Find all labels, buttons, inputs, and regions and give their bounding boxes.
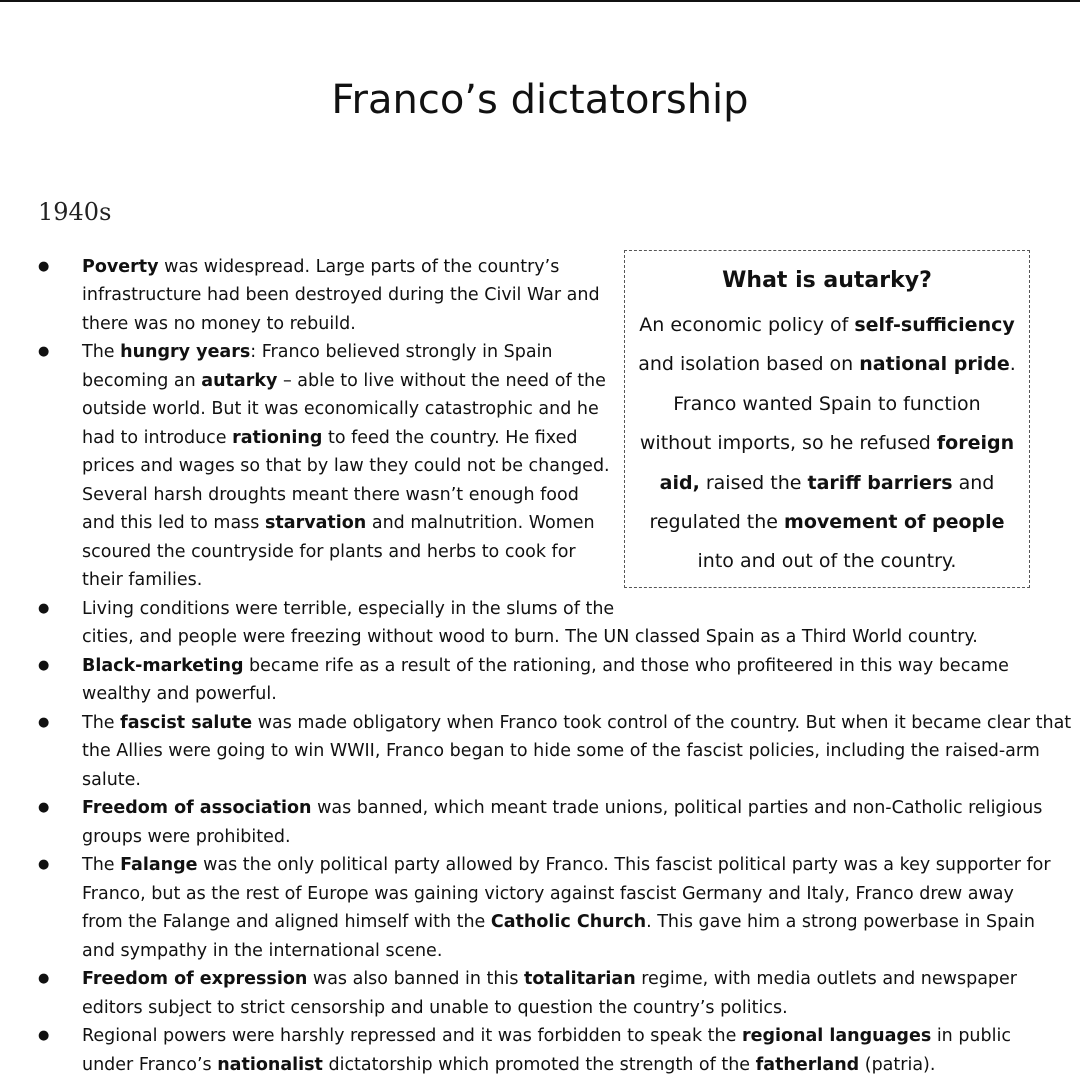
bold-term: national pride (859, 353, 1010, 376)
bold-term: tariff barriers (807, 471, 953, 494)
bold-term: self-sufficiency (854, 314, 1015, 336)
box-line: into and out of the country. (697, 550, 957, 573)
page-title: Franco’s dictatorship (331, 77, 749, 123)
bullet-text-line: Freedom of expression was also banned in this totalitarian regime, with media outlets and newspaper (82, 969, 1017, 989)
bullet-text-line: cities, and people were freezing without wood to burn. The UN classed Spain as a Third World country. (82, 627, 978, 647)
bullet-text-line: The hungry years: Franco believed strongly in Spain (82, 342, 553, 362)
bullet-text-line: wealthy and powerful. (82, 684, 277, 704)
bullet-marker: ● (38, 1028, 50, 1043)
bullet-text-line: Poverty was widespread. Large parts of the country’s (82, 256, 560, 277)
bullet-text-line: the Allies were going to win WWII, Franco began to hide some of the fascist policies, including the raised-arm (82, 741, 1040, 761)
bold-term: aid, (659, 471, 700, 494)
box-line: Franco wanted Spain to function (673, 392, 981, 415)
bullet-text-line: and this led to mass starvation and malnutrition. Women (82, 513, 595, 533)
bullet-marker: ● (38, 657, 50, 673)
bold-term: starvation (264, 513, 367, 533)
box-line: An economic policy of self-sufficiency (639, 314, 1015, 336)
bullet-text-line: editors subject to strict censorship and unable to question the country’s politics. (82, 997, 788, 1018)
bullet-text-line: there was no money to rebuild. (82, 313, 356, 334)
bullet-text-line: Several harsh droughts meant there wasn’t enough food (82, 484, 579, 505)
bullet-text-line: infrastructure had been destroyed during the Civil War and (82, 285, 600, 305)
bold-term: Freedom of expression (82, 969, 308, 989)
bullet-text-line: and sympathy in the international scene. (82, 940, 443, 961)
bold-term: fascist salute (120, 712, 253, 733)
bold-term: Black-marketing (82, 655, 244, 676)
bullet-marker: ● (38, 971, 50, 986)
bullet-text-line: had to introduce rationing to feed the country. He fixed (82, 427, 578, 448)
bold-term: rationing (232, 427, 323, 448)
box-line: regulated the movement of people (649, 511, 1005, 534)
bold-term: movement of people (784, 511, 1005, 534)
bullet-text-line: prices and wages so that by law they could not be changed. (82, 456, 610, 476)
bullet-text-line: from the Falange and aligned himself with the Catholic Church. This gave him a strong powerbase in Spain (82, 912, 1035, 932)
bold-term: Poverty (82, 256, 159, 277)
bullet-text-line: outside world. But it was economically catastrophic and he (82, 399, 599, 419)
bullet-marker: ● (38, 714, 50, 730)
bullet-text-line: Franco, but as the rest of Europe was gaining victory against fascist Germany and Italy, Franco drew away (82, 883, 1014, 904)
bullet-marker: ● (38, 344, 50, 359)
bold-term: hungry years (120, 342, 251, 362)
bold-term: foreign (936, 432, 1015, 455)
bold-term: fatherland (755, 1054, 860, 1075)
box-line: without imports, so he refused foreign (639, 432, 1015, 455)
bullet-text-line: Living conditions were terrible, especially in the slums of the (82, 598, 615, 619)
box-title: What is autarky? (722, 268, 932, 293)
bold-term: Falange (120, 855, 198, 875)
bullet-marker: ● (38, 258, 50, 274)
bold-term: regional languages (741, 1026, 932, 1046)
bullet-text-line: scoured the countryside for plants and herbs to cook for (82, 541, 576, 562)
bullet-text-line: Black-marketing became rife as a result of the rationing, and those who profiteered in this way became (82, 655, 1009, 676)
bullet-marker: ● (38, 857, 50, 872)
bullet-text-line: under Franco’s nationalist dictatorship which promoted the strength of the fatherland (patria). (82, 1054, 936, 1075)
bold-term: Freedom of association (82, 798, 312, 818)
bullet-marker: ● (38, 600, 50, 616)
bold-term: nationalist (217, 1054, 323, 1075)
bullet-text-line: Regional powers were harshly repressed and it was forbidden to speak the regional languages in public (82, 1026, 1011, 1046)
bullet-text-line: becoming an autarky – able to live without the need of the (82, 370, 606, 391)
bullet-text-line: groups were prohibited. (82, 826, 291, 847)
box-line: aid, raised the tariff barriers and (659, 471, 995, 494)
bullet-text-line: The Falange was the only political party allowed by Franco. This fascist political party was a key supporter for (82, 855, 1051, 875)
box-line: and isolation based on national pride. (638, 353, 1016, 376)
bullet-text-line: Freedom of association was banned, which meant trade unions, political parties and non-Catholic religious (82, 798, 1043, 818)
bold-term: autarky (201, 370, 278, 391)
bullet-text-line: The fascist salute was made obligatory when Franco took control of the country. But when it became clear that (82, 712, 1072, 733)
bold-term: Catholic Church (490, 912, 647, 932)
bold-term: totalitarian (524, 969, 636, 989)
section-heading: 1940s (38, 198, 112, 226)
bullet-marker: ● (38, 800, 50, 815)
bullet-text-line: salute. (82, 769, 141, 790)
bullet-text-line: their families. (82, 570, 203, 590)
